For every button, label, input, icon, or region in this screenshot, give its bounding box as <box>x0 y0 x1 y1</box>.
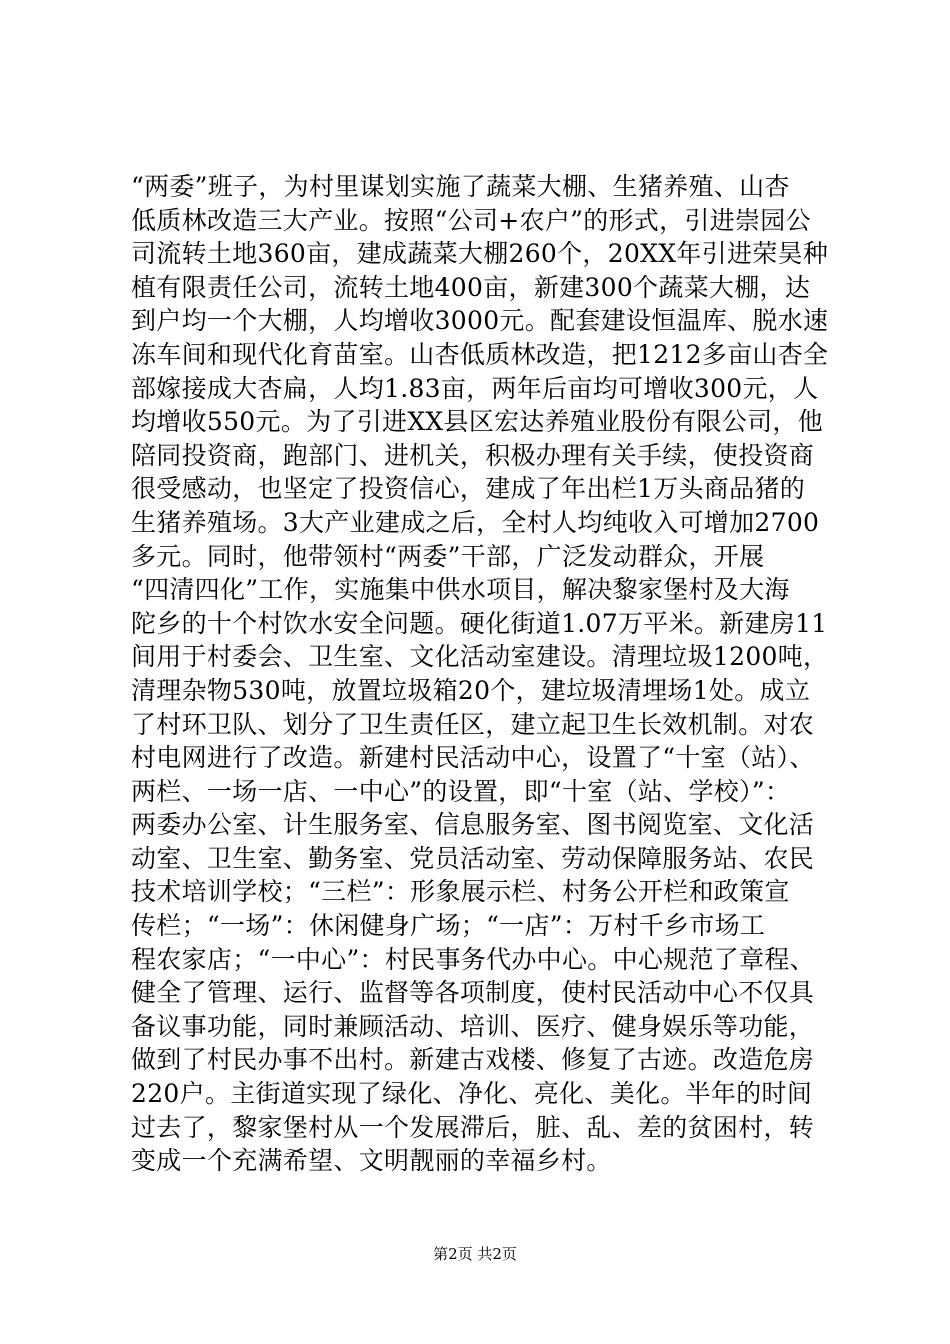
text-line: 两栏、一场一店、一中心”的设置，即“十室（站、学校）”： <box>131 776 791 806</box>
text-line: 陪同投资商，跑部门、进机关，积极办理有关手续，使投资商 <box>131 440 815 470</box>
text-line: 低质林改造三大产业。按照“公司+农户”的形式，引进崇园公 <box>131 205 811 235</box>
text-line: 很受感动，也坚定了投资信心，建成了年出栏1万头商品猪的 <box>131 474 806 504</box>
text-line: 清理杂物530吨，放置垃圾箱20个，建垃圾清埋场1处。成立 <box>131 675 811 705</box>
text-line: 技术培训学校；“三栏”：形象展示栏、村务公开栏和政策宣 <box>131 877 790 907</box>
text-line: 植有限责任公司，流转土地400亩，新建300个蔬菜大棚，达 <box>131 272 811 302</box>
text-line: 备议事功能，同时兼顾活动、培训、医疗、健身娱乐等功能， <box>131 1011 815 1041</box>
text-line: 司流转土地360亩，建成蔬菜大棚260个，20XX年引进荣昊种 <box>131 239 829 269</box>
text-line: 220户。主街道实现了绿化、净化、亮化、美化。半年的时间 <box>131 1079 813 1109</box>
text-line: 程农家店；“一中心”：村民事务代办中心。中心规范了章程、 <box>131 944 815 974</box>
text-line: 健全了管理、运行、监督等各项制度，使村民活动中心不仅具 <box>131 978 815 1008</box>
page-number-footer: 第2页 共2页 <box>433 1245 517 1263</box>
text-line: “四清四化”工作，实施集中供水项目，解决黎家堡村及大海 <box>131 575 790 605</box>
text-line: 变成一个充满希望、文明靓丽的幸福乡村。 <box>131 1146 612 1176</box>
text-line: 生猪养殖场。3大产业建成之后，全村人均纯收入可增加2700 <box>131 507 820 537</box>
text-line: 做到了村民办事不出村。新建古戏楼、修复了古迹。改造危房 <box>131 1045 815 1075</box>
text-line: 均增收550元。为了引进XX县区宏达养殖业股份有限公司，他 <box>131 407 824 437</box>
text-line: 到户均一个大棚，人均增收3000元。配套建设恒温库、脱水速 <box>131 306 829 336</box>
text-line: 动室、卫生室、勤务室、党员活动室、劳动保障服务站、农民 <box>131 843 815 873</box>
text-line: 陀乡的十个村饮水安全问题。硬化街道1.07万平米。新建房11 <box>131 608 828 638</box>
text-line: 传栏；“一场”：休闲健身广场；“一店”：万村千乡市场工 <box>131 911 766 941</box>
text-line: “两委”班子，为村里谋划实施了蔬菜大棚、生猪养殖、山杏 <box>131 172 790 201</box>
body-paragraph <box>131 170 831 1178</box>
text-line: 间用于村委会、卫生室、文化活动室建设。清理垃圾1200吨， <box>131 642 829 672</box>
text-line: 部嫁接成大杏扁，人均1.83亩，两年后亩均可增收300元，人 <box>131 373 819 403</box>
text-line: 多元。同时，他带领村“两委”干部，广泛发动群众，开展 <box>131 541 765 571</box>
text-line: 了村环卫队、划分了卫生责任区，建立起卫生长效机制。对农 <box>131 709 815 739</box>
text-line: 冻车间和现代化育苗室。山杏低质林改造，把1212多亩山杏全 <box>131 339 829 369</box>
text-line: 两委办公室、计生服务室、信息服务室、图书阅览室、文化活 <box>131 810 815 840</box>
text-line: 村电网进行了改造。新建村民活动中心，设置了“十室（站）、 <box>131 743 815 773</box>
text-line: 过去了，黎家堡村从一个发展滞后，脏、乱、差的贫困村，转 <box>131 1112 815 1142</box>
